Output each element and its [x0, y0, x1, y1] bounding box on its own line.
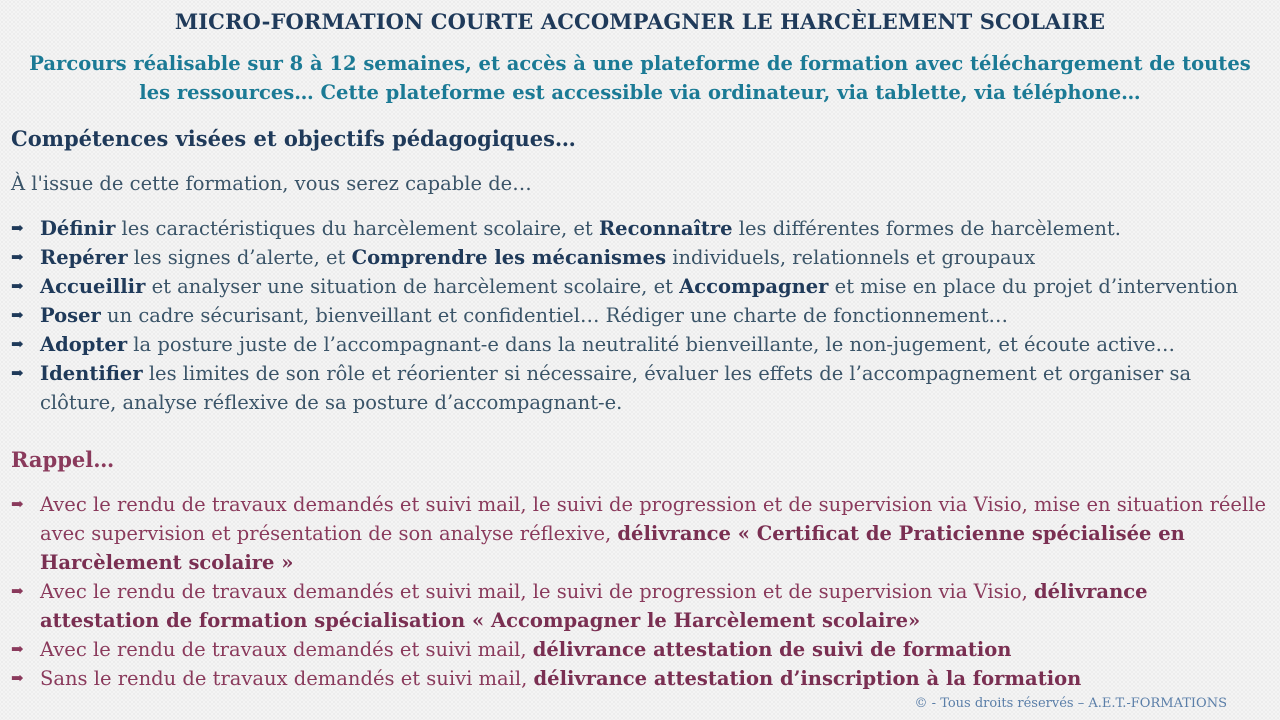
list-item: ➡ Avec le rendu de travaux demandés et suivi mail, le suivi de progression et de supervision via Visio, mise en situation réelle avec supervision et présentation de son analyse réflexive, délivrance « Certificat de Praticienne spécialisée en Harcèlement scolaire »	[11, 490, 1273, 577]
arrow-right-icon: ➡	[11, 582, 24, 600]
arrow-right-icon: ➡	[11, 495, 24, 513]
list-item: ➡ Avec le rendu de travaux demandés et suivi mail, délivrance attestation de suivi de formation	[11, 635, 1273, 664]
list-item: ➡ Sans le rendu de travaux demandés et suivi mail, délivrance attestation d’inscription à la formation	[11, 664, 1273, 693]
list-item: ➡ Accueillir et analyser une situation de harcèlement scolaire, et Accompagner et mise en place du projet d’intervention	[11, 272, 1273, 301]
arrow-right-icon: ➡	[11, 219, 24, 237]
rappel-list	[11, 490, 1273, 693]
intro-line-1: Parcours réalisable sur 8 à 12 semaines, et accès à une plateforme de formation avec téléchargement de toutes	[29, 52, 1251, 75]
list-item: ➡ Avec le rendu de travaux demandés et suivi mail, le suivi de progression et de supervision via Visio, délivrance attestation de formation spécialisation « Accompagner le Harcèlement scolaire»	[11, 577, 1273, 635]
intro-text	[8, 49, 1272, 107]
list-item: ➡ Identifier les limites de son rôle et réorienter si nécessaire, évaluer les effets de l’accompagnement et organiser sa clôture, analyse réflexive de sa posture d’accompagnant-e.	[11, 359, 1273, 417]
arrow-right-icon: ➡	[11, 277, 24, 295]
list-item: ➡ Repérer les signes d’alerte, et Comprendre les mécanismes individuels, relationnels et groupaux	[11, 243, 1273, 272]
list-item: ➡ Définir les caractéristiques du harcèlement scolaire, et Reconnaître les différentes formes de harcèlement.	[11, 214, 1273, 243]
page-title: MICRO-FORMATION COURTE ACCOMPAGNER LE HARCÈLEMENT SCOLAIRE	[174, 9, 1106, 34]
rappel-heading: Rappel…	[11, 447, 115, 472]
skills-lead: À l'issue de cette formation, vous serez capable de…	[11, 172, 532, 195]
arrow-right-icon: ➡	[11, 364, 24, 382]
arrow-right-icon: ➡	[11, 306, 24, 324]
copyright-footer: © - Tous droits réservés – A.E.T.-FORMATIONS	[914, 696, 1227, 711]
list-item: ➡ Poser un cadre sécurisant, bienveillant et confidentiel… Rédiger une charte de fonctionnement…	[11, 301, 1273, 330]
intro-line-2: les ressources… Cette plateforme est accessible via ordinateur, via tablette, via téléphone…	[139, 81, 1141, 104]
arrow-right-icon: ➡	[11, 335, 24, 353]
arrow-right-icon: ➡	[11, 669, 24, 687]
arrow-right-icon: ➡	[11, 248, 24, 266]
arrow-right-icon: ➡	[11, 640, 24, 658]
skills-list	[11, 214, 1273, 417]
list-item: ➡ Adopter la posture juste de l’accompagnant-e dans la neutralité bienveillante, le non-jugement, et écoute active…	[11, 330, 1273, 359]
skills-heading: Compétences visées et objectifs pédagogiques…	[11, 126, 576, 151]
